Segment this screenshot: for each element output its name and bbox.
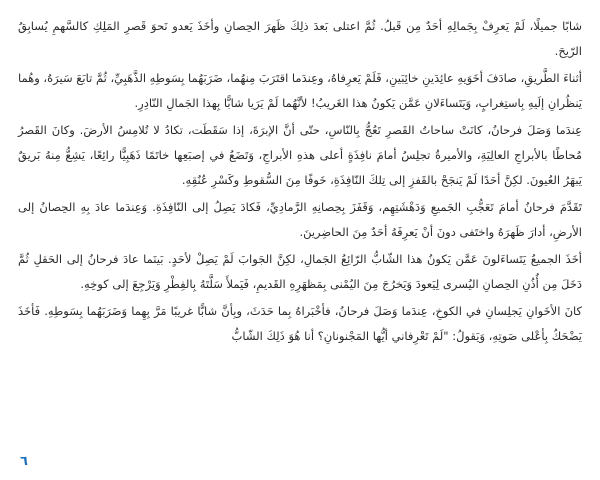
paragraph-5: أخَذَ الجميعُ يَتَساءَلونَ عَمَّن يَكونُ هذا الشّابُّ الرّائِعُ الجَمالِ، لكِنَّ الجَوابَ لَمْ يَصِلْ لأحَدٍ. بَينَما عادَ فرحانُ إلى الحَقلِ ثُمَّ دَخَلَ مِن أُذُنِ الحِصانِ اليُسرى لِيَعودَ وَيَخرُجَ مِنَ اليُمْنى بِمَظهَرِهِ القَديمِ، فَيَملأَ سَلَّتَهُ بِالفِطْرِ وَيَرْجِعَ إلى كوخِهِ.	[18, 252, 582, 291]
story-text	[18, 14, 582, 349]
paragraph-3: عِندَما وَصَلَ فرحانُ، كانَتْ ساحاتُ القَصرِ تَعُجُّ بِالنّاسِ، حتّى أنَّ الإبرَةَ، إذا سَقَطَت، تكادُ لا تُلامِسُ الأرضَ. وكانَ القَصرُ مُحاطًا بالأبراجِ العالِيَةِ، والأميرةُ تجلِسُ أمامَ نافِذَةٍ أعلى هذهِ الأبراجِ، وَتَضَعُ في إصبَعِها خاتَمًا ذَهَبِيًّا رائِعًا، يَشِعُّ مِنهُ بَريقٌ يَبهَرُ العُيونَ. لكِنَّ أحَدًا لَمْ يَنجَحْ بالقَفزِ إلى تِلكَ النّافِذَةِ، خَوفًا مِنَ السُّقوطِ وكَسْرِ عُنُقِهِ.	[18, 123, 582, 187]
paragraph-6: كانَ الأخَوانِ يَجلِسانِ في الكوخِ، عِندَما وَصَلَ فرحانُ، فأخْبَراهُ بِما حَدَثَ، وبِأنَّ شابًّا غريبًا مَرَّ بِهِما وَضَرَبَهُما بِسَوطِهِ. فَأخَذَ يَضْحَكُ بِأعْلى صَوتِهِ، وَيَقولُ: "لَمْ تَعْرِفاني أيُّها المَجْنونانِ؟ أنا هُوَ ذَلِكَ الشّابُّ	[18, 304, 582, 343]
paragraph-1: شابًا جميلًا، لَمْ يَعرِفْ بِجَمالِهِ أحَدٌ مِن قَبلُ. ثُمَّ اعتلى بَعدَ ذلِكَ ظَهرَ الحِصانِ وأخَذَ يَعدو نَحوَ قَصرِ المَلِكِ كالسَّهمِ يُسابِقُ الرّيحَ.	[18, 19, 582, 58]
page-number: ٦	[20, 454, 28, 469]
paragraph-4: تَقَدَّمَ فرحانُ أمامَ تَعَجُّبِ الجَميعِ وَدَهْشَتِهِم، وَقَفَزَ بِحِصانِهِ الرَّمادِيِّ، فَكادَ يَصِلُ إلى النّافِذَةِ. وَعِندَما عادَ بِهِ الحِصانُ إلى الأرضِ، أدارَ ظَهرَهُ واختَفى دونَ أنْ يَعرِفَهُ أحَدٌ مِنَ الحاضِرينَ.	[18, 200, 582, 239]
paragraph-2: أثناءَ الطَّريقِ، صادَفَ أخَوَيهِ عائِدَينِ خائِبَينِ، فَلَمْ يَعرِفاهُ، وعِندَما اقتَرَبَ مِنهُما، ضَرَبَهُما بِسَوطِهِ الذَّهَبِيِّ، ثُمَّ تابَعَ سَيرَهُ، وهُما يَنظُرانِ إلَيهِ بِاستِغرابٍ، وَيَتَساءَلانِ عَمَّن يَكونُ هذا الغَريبُ! لأنَّهُما لَمْ يَرَيا شابًّا بِهذا الجَمالِ النّادِرِ.	[18, 71, 582, 110]
